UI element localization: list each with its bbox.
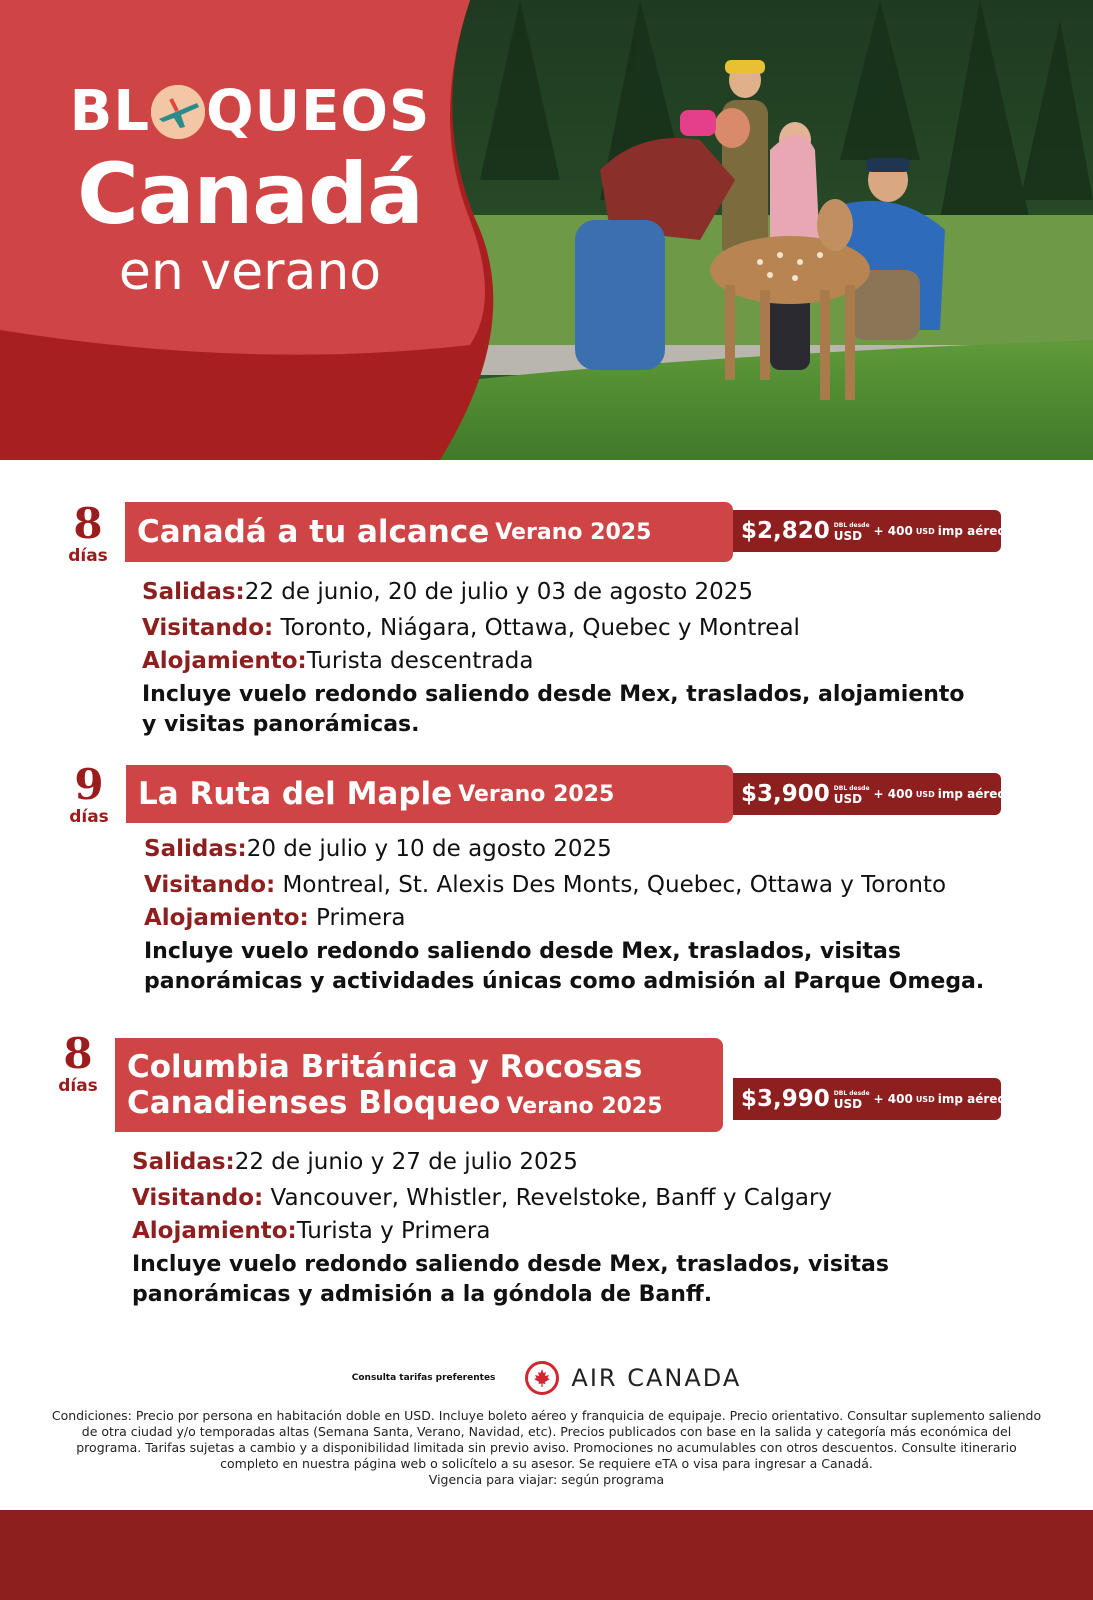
days-badge: [57, 499, 119, 566]
price-extra-label: imp aéreos: [937, 787, 1013, 801]
brand-text-right: QUEOS: [206, 79, 431, 144]
price-tag: [733, 773, 1013, 815]
salidas-value: 22 de junio, 20 de julio y 03 de agosto 2025: [244, 579, 754, 605]
bottom-bar: [0, 1510, 1093, 1600]
trip-name: La Ruta del Maple: [138, 776, 453, 812]
trip-season: Verano 2025: [506, 1094, 663, 1119]
days-label: días: [69, 807, 109, 827]
price-amount: $3,990: [741, 1086, 830, 1112]
alojamiento-value: Primera: [316, 905, 406, 931]
trip-name-line1: Columbia Británica y Rocosas: [127, 1049, 643, 1085]
trip-season: Verano 2025: [495, 519, 652, 545]
days-number: 8: [73, 499, 103, 548]
airline-partner: [0, 1358, 1093, 1398]
visitando-label: Visitando:: [142, 615, 274, 641]
visitando-label: Visitando:: [144, 872, 276, 898]
salidas-label: Salidas:: [144, 836, 247, 862]
salidas-label: Salidas:: [142, 579, 245, 605]
price-currency: USD: [833, 528, 863, 543]
price-extra-currency: USD: [915, 789, 935, 799]
hero-heading: [40, 80, 460, 300]
price-extra: + 400: [873, 787, 913, 801]
includes-text: Incluye vuelo redondo saliendo desde Mex, traslados, visitas panorámicas y actividades únicas como admisión al Parque Omega.: [144, 939, 985, 994]
trip-name: Canadá a tu alcance: [137, 514, 490, 550]
price-currency: USD: [833, 1096, 863, 1111]
salidas-label: Salidas:: [132, 1149, 235, 1175]
vigencia-text: Vigencia para viajar: según programa: [428, 1472, 665, 1487]
alojamiento-label: Alojamiento:: [144, 905, 309, 931]
price-extra-currency: USD: [915, 526, 935, 536]
days-label: días: [68, 546, 108, 566]
trip-title-banner: [115, 1038, 723, 1132]
includes-text: Incluye vuelo redondo saliendo desde Mex, traslados, alojamiento y visitas panorámicas.: [142, 682, 965, 737]
airplane-globe-icon: [151, 85, 205, 139]
trip-season: Verano 2025: [458, 781, 615, 807]
maple-leaf-icon: [525, 1361, 559, 1395]
hero-banner: [0, 0, 1093, 460]
days-badge: [47, 1029, 109, 1096]
brand-text-left: BL: [69, 79, 151, 144]
price-tag: [733, 1078, 1013, 1120]
visitando-label: Visitando:: [132, 1185, 264, 1211]
days-number: 8: [63, 1029, 93, 1078]
trip-details: [132, 1144, 912, 1310]
airline-name: AIR CANADA: [571, 1364, 742, 1392]
alojamiento-value: Turista y Primera: [296, 1218, 491, 1244]
includes-text: Incluye vuelo redondo saliendo desde Mex, traslados, visitas panorámicas y admisión a la góndola de Banff.: [132, 1252, 889, 1307]
visitando-value: Montreal, St. Alexis Des Monts, Quebec, Ottawa y Toronto: [282, 872, 947, 898]
price-dbl-label: DBL desde: [833, 521, 870, 529]
alojamiento-label: Alojamiento:: [142, 648, 307, 674]
days-label: días: [58, 1076, 98, 1096]
price-tag: [733, 510, 1013, 552]
price-dbl-label: DBL desde: [833, 784, 870, 792]
trip-details: [142, 574, 972, 740]
hero-title: Canadá: [77, 145, 423, 243]
visitando-value: Toronto, Niágara, Ottawa, Quebec y Montreal: [280, 615, 800, 641]
alojamiento-label: Alojamiento:: [132, 1218, 297, 1244]
price-extra: + 400: [873, 524, 913, 538]
trip-title-banner: [126, 765, 733, 823]
price-dbl-label: DBL desde: [833, 1089, 870, 1097]
conditions-body: Condiciones: Precio por persona en habitación doble en USD. Incluye boleto aéreo y franquicia de equipaje. Precio orientativo. Consultar suplemento saliendo de otra ciudad y/o temporadas altas (Semana Santa, Verano, Navidad, etc). Precios publicados con base en la salida y categoría más económica del programa. Tarifas sujetas a cambio y a disponibilidad limitada sin previo aviso. Promociones no acumulables con otros descuentos. Consulte itinerario completo en nuestra página web o solicítelo a su asesor. Se requiere eTA o visa para ingresar a Canadá.: [51, 1408, 1042, 1471]
price-extra: + 400: [873, 1092, 913, 1106]
price-extra-label: imp aéreos: [937, 524, 1013, 538]
days-number: 9: [74, 760, 104, 809]
salidas-value: 22 de junio y 27 de julio 2025: [234, 1149, 578, 1175]
hero-subtitle: en verano: [118, 242, 382, 302]
bloqueos-logo: [40, 80, 460, 144]
days-badge: [58, 760, 120, 827]
trip-name-line2: Canadienses Bloqueo: [127, 1085, 501, 1121]
conditions-text: [48, 1408, 1045, 1488]
price-amount: $2,820: [741, 518, 830, 544]
trip-title-banner: [125, 502, 733, 562]
alojamiento-value: Turista descentrada: [306, 648, 534, 674]
visitando-value: Vancouver, Whistler, Revelstoke, Banff y Calgary: [270, 1185, 833, 1211]
price-currency: USD: [833, 791, 863, 806]
consult-text: Consulta tarifas preferentes: [351, 1373, 496, 1383]
salidas-value: 20 de julio y 10 de agosto 2025: [246, 836, 612, 862]
price-extra-label: imp aéreos: [937, 1092, 1013, 1106]
price-extra-currency: USD: [915, 1094, 935, 1104]
price-amount: $3,900: [741, 781, 830, 807]
trip-details: [144, 831, 1034, 997]
